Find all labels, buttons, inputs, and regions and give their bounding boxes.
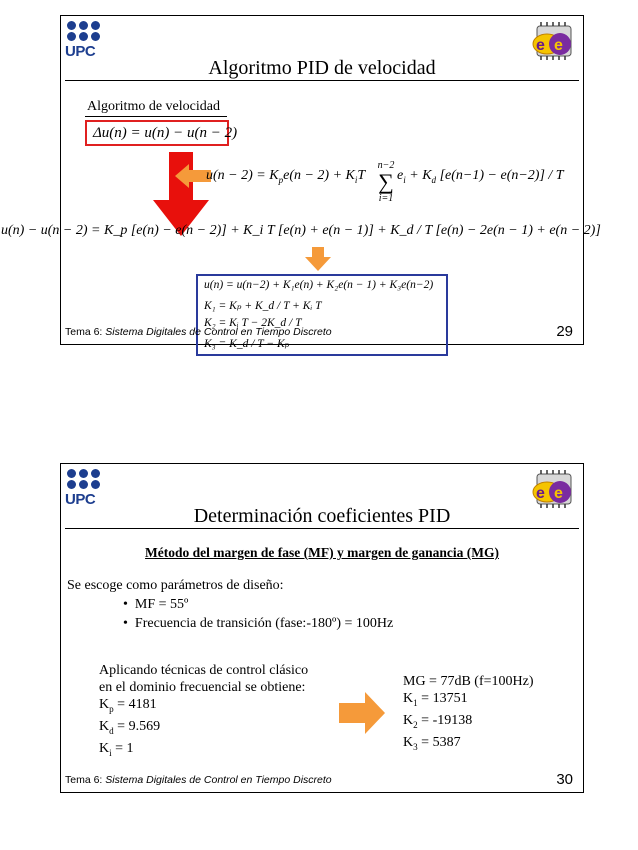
design-intro: Se escoge como parámetros de diseño: bbox=[67, 578, 284, 593]
footer-course: Sistema Digitales de Control en Tiempo Discreto bbox=[105, 774, 332, 786]
upc-dots-icon bbox=[67, 21, 101, 45]
footer-label: Tema 6: bbox=[65, 326, 103, 338]
slide-30 bbox=[60, 463, 584, 793]
discrete-coefficients bbox=[403, 673, 534, 755]
equation-u-n-minus-2: $u(n - 2) = K_pe(n - 2) + K_iT$ bbox=[206, 168, 366, 185]
page-number: 30 bbox=[556, 771, 573, 788]
coefficients-box bbox=[196, 274, 448, 356]
classic-line-1: Aplicando técnicas de control clásico bbox=[99, 663, 309, 678]
classic-control-results bbox=[99, 662, 308, 761]
footer-label: Tema 6: bbox=[65, 774, 103, 786]
gain-kd: $K_d = 9.569$ bbox=[99, 718, 161, 736]
delta-equation: Δu(n) = u(n) − u(n − 2) bbox=[93, 125, 238, 141]
slide-29 bbox=[1, 15, 601, 350]
sum-lower-limit: i=1 bbox=[378, 193, 394, 204]
method-heading: Método del margen de fase (MF) y margen de ganancia (MG) bbox=[145, 545, 499, 560]
page-number: 29 bbox=[556, 323, 573, 340]
svg-text:e: e bbox=[536, 37, 545, 54]
slide-title: Algoritmo PID de velocidad bbox=[208, 57, 436, 79]
upc-logo-text: UPC bbox=[65, 43, 96, 60]
design-list bbox=[67, 595, 393, 633]
gain-kp: $K_p = 4181$ bbox=[99, 697, 157, 714]
subheading: Algoritmo de velocidad bbox=[87, 99, 220, 114]
equation-difference: u(n) − u(n − 2) = K_p [e(n) − e(n − 2)] + K_i T [e(n) + e(n − 1)] + K_d / T [e(n) − 2e(n − 1) + e(n − 2)] bbox=[1, 223, 601, 238]
coef-k2: $K_2 = -19138$ bbox=[403, 712, 473, 730]
classic-line-2: en el dominio frecuencial se obtiene: bbox=[99, 680, 306, 695]
slide-title: Determinación coeficientes PID bbox=[193, 505, 451, 527]
list-item: • MF = 55º bbox=[123, 595, 393, 614]
sigma-icon: ∑ bbox=[378, 169, 394, 194]
box-line-1: u(n) = u(n−2) + K₁e(n) + K₂e(n − 1) + K₃e(n−2) bbox=[204, 279, 434, 291]
summation bbox=[376, 160, 396, 206]
orange-down-arrow-icon bbox=[305, 247, 331, 271]
svg-text:e: e bbox=[536, 485, 545, 502]
footer bbox=[65, 326, 332, 338]
list-item: • Frecuencia de transición (fase:-180º) = 100Hz bbox=[123, 614, 393, 633]
box-line-4: K₃ = K_d / T − Kₚ bbox=[204, 338, 290, 350]
svg-text:e: e bbox=[554, 37, 563, 54]
box-line-3: K₂ = Kᵢ T − 2K_d / T bbox=[204, 317, 302, 329]
svg-text:e: e bbox=[554, 485, 563, 502]
footer-course: Sistema Digitales de Control en Tiempo Discreto bbox=[105, 326, 332, 338]
sum-upper-limit: n−2 bbox=[377, 160, 395, 171]
coef-k3: $K_3 = 5387$ bbox=[403, 734, 461, 752]
title-divider bbox=[65, 80, 579, 81]
gain-ki: $K_i = 1$ bbox=[99, 740, 134, 758]
footer bbox=[65, 774, 332, 786]
upc-logo-text: UPC bbox=[65, 491, 96, 508]
delta-equation-box bbox=[85, 120, 238, 146]
orange-right-arrow-icon bbox=[339, 692, 385, 734]
box-line-2: K₁ = Kₚ + K_d / T + Kᵢ T bbox=[204, 300, 322, 312]
equation-u-n-minus-2-tail: $e_i + K_d$ [e(n−1) − e(n−2)] / T bbox=[397, 168, 564, 185]
coef-k1: $K_1 = 13751$ bbox=[403, 691, 468, 708]
subheading-underline bbox=[85, 116, 227, 117]
upc-dots-icon bbox=[67, 469, 101, 493]
title-divider bbox=[65, 528, 579, 529]
gain-margin: MG = 77dB (f=100Hz) bbox=[403, 674, 534, 689]
design-parameters bbox=[67, 576, 393, 633]
